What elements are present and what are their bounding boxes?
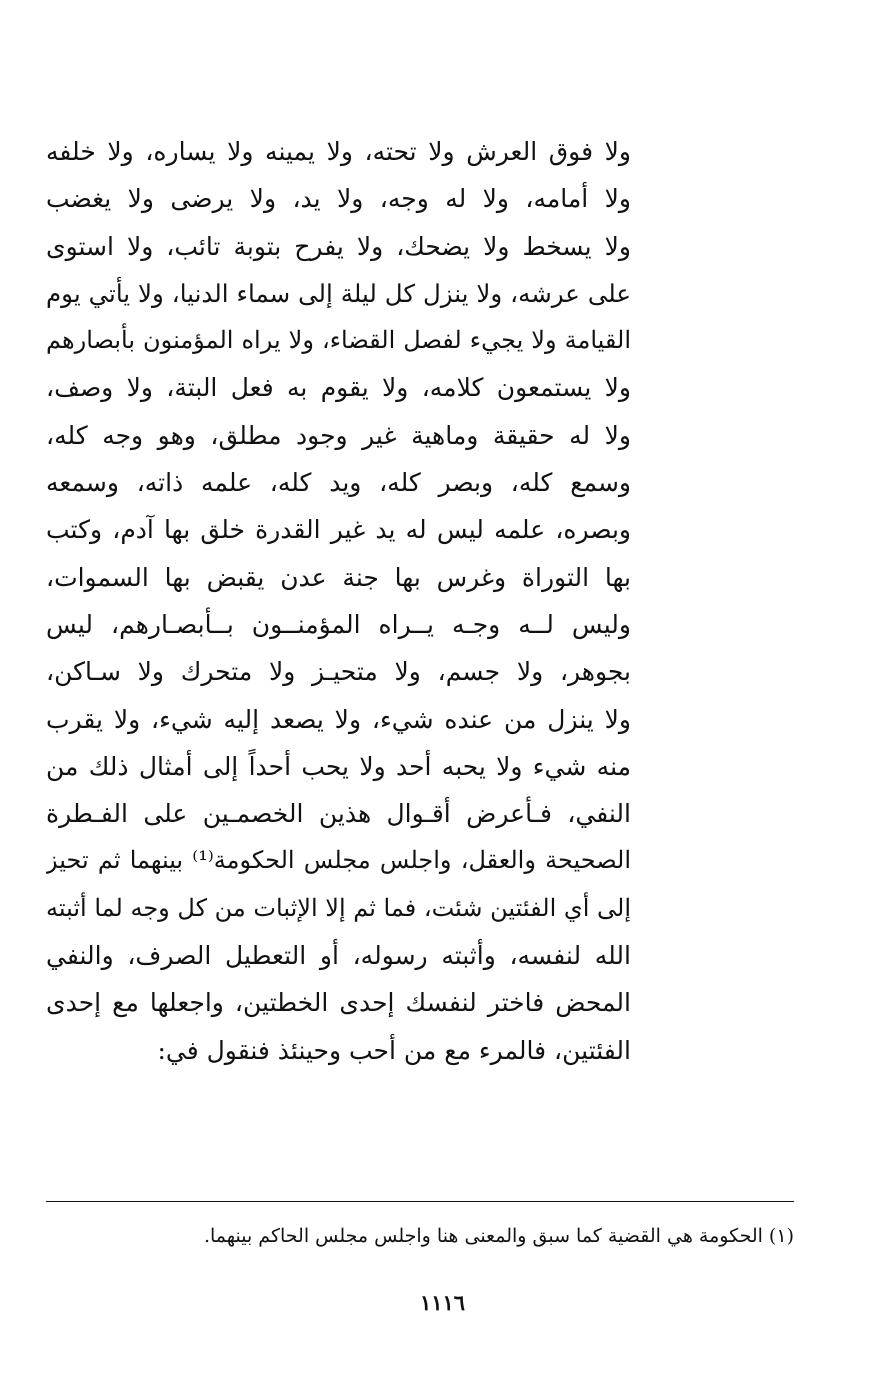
text-line: الله لنفسه، وأثبته رسوله، أو التعطيل الصرف، والنفي — [46, 941, 631, 971]
text-line: ولا أمامه، ولا له وجه، ولا يد، ولا يرضى ولا يغضب — [46, 184, 631, 214]
text-line: ولا فوق العرش ولا تحته، ولا يمينه ولا يساره، ولا خلفه — [46, 137, 631, 166]
text-line: النفي، فـأعرض أقـوال هذين الخصمـين على الفـطرة — [46, 799, 631, 829]
text-line: ولا ينزل من عنده شيء، ولا يصعد إليه شيء، ولا يقرب — [46, 704, 631, 734]
text-line: على عرشه، ولا ينزل كل ليلة إلى سماء الدنيا، ولا يأتي يوم — [46, 278, 631, 308]
text-line: ولا يستمعون كلامه، ولا يقوم به فعل البتة، ولا وصف، — [46, 373, 631, 403]
page-number: ١١١٦ — [419, 1290, 466, 1315]
footnote: (١) الحكومة هي القضية كما سبق والمعنى هنا واجلس مجلس الحاكم بينهما. — [203, 1225, 794, 1247]
text-line: ولا يسخط ولا يضحك، ولا يفرح بتوبة تائب، ولا استوى — [46, 231, 631, 261]
text-line: الصحيحة والعقل، واجلس مجلس الحكومة⁽¹⁾ بينهما ثم تحيز — [46, 846, 631, 875]
text-line: ولا له حقيقة وماهية غير وجود مطلق، وهو وجه كله، — [46, 420, 631, 450]
text-line: وسمع كله، وبصر كله، ويد كله، علمه ذاته، وسمعه — [46, 468, 631, 498]
text-line: وبصره، علمه ليس له يد غير القدرة خلق بها آدم، وكتب — [46, 515, 631, 545]
text-line: المحض فاختر لنفسك إحدى الخطتين، واجعلها مع إحدى — [46, 988, 631, 1018]
text-line: الفئتين، فالمرء مع من أحب وحينئذ فنقول في: — [157, 1035, 631, 1065]
text-line: إلى أي الفئتين شئت، فما ثم إلا الإثبات من كل وجه لما أثبته — [46, 893, 631, 922]
text-line: بها التوراة وغرس بها جنة عدن يقبض بها السموات، — [46, 562, 631, 592]
text-line: وليس لــه وجـه يــراه المؤمنــون بــأبصـارهم، ليس — [46, 609, 631, 639]
text-line: منه شيء ولا يحبه أحد ولا يحب أحداً إلى أمثال ذلك من — [46, 751, 631, 781]
footnote-separator — [46, 1201, 794, 1202]
text-line: القيامة ولا يجيء لفصل القضاء، ولا يراه المؤمنون بأبصارهم — [46, 326, 631, 355]
text-line: بجوهر، ولا جسم، ولا متحيـز ولا متحرك ولا سـاكن، — [46, 657, 631, 687]
main-text-block — [46, 128, 631, 1074]
